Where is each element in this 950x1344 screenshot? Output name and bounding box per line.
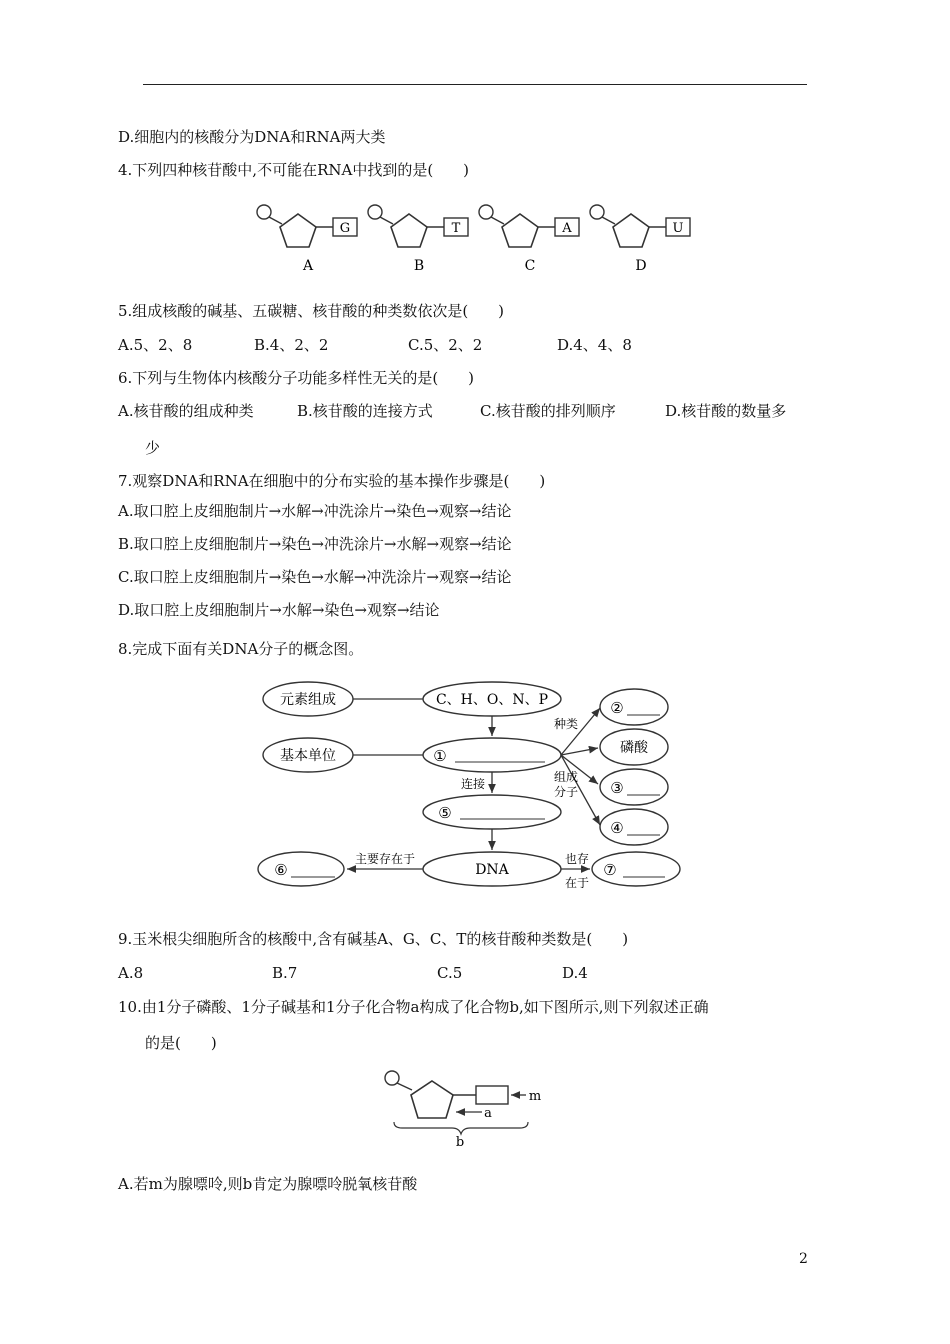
q7-option-a: A.取口腔上皮细胞制片→水解→冲洗涂片→染色→观察→结论 <box>118 502 512 520</box>
label-also-1: 也存 <box>564 852 590 866</box>
q5-option-a: A.5、2、8 <box>118 336 193 354</box>
question-6: 6.下列与生物体内核酸分子功能多样性无关的是( ) <box>118 369 475 387</box>
label-compose-2: 分子 <box>553 785 579 799</box>
q6-option-c: C.核苷酸的排列顺序 <box>480 402 616 420</box>
label-a: a <box>484 1106 492 1121</box>
question-9: 9.玉米根尖细胞所含的核酸中,含有碱基A、G、C、T的核苷酸种类数是( ) <box>118 930 629 948</box>
question-4: 4.下列四种核苷酸中,不可能在RNA中找到的是( ) <box>118 161 470 179</box>
base-letter: T <box>451 221 461 236</box>
nucleotide-figure-q4 <box>250 198 710 280</box>
q7-option-d: D.取口腔上皮细胞制片→水解→染色→观察→结论 <box>118 601 440 619</box>
q6-option-b: B.核苷酸的连接方式 <box>297 402 433 420</box>
base-letter: U <box>672 221 684 236</box>
q7-option-c: C.取口腔上皮细胞制片→染色→水解→冲洗涂片→观察→结论 <box>118 568 512 586</box>
node-6 <box>258 852 344 886</box>
nucleotide-a <box>257 205 357 274</box>
q9-option-c: C.5 <box>437 964 463 982</box>
label-kinds: 种类 <box>553 717 579 731</box>
label-mainly-in: 主要存在于 <box>354 852 416 866</box>
svg-text:④: ④ <box>610 819 624 837</box>
nucleotide-d <box>590 205 690 274</box>
q5-option-b: B.4、2、2 <box>254 336 329 354</box>
q9-option-a: A.8 <box>118 964 144 982</box>
q9-option-d: D.4 <box>562 964 588 982</box>
q5-option-c: C.5、2、2 <box>408 336 483 354</box>
nucleotide-label: A <box>302 258 314 274</box>
svg-text:C、H、O、N、P: C、H、O、N、P <box>435 692 549 708</box>
nucleotide-label: B <box>413 258 425 274</box>
label-connect: 连接 <box>460 777 486 791</box>
label-b: b <box>455 1135 465 1148</box>
svg-text:②: ② <box>610 699 624 717</box>
label-compose-1: 组成 <box>553 770 579 784</box>
svg-text:③: ③ <box>610 779 624 797</box>
question-5: 5.组成核酸的碱基、五碳糖、核苷酸的种类数依次是( ) <box>118 302 505 320</box>
svg-text:DNA: DNA <box>475 862 509 878</box>
svg-text:①: ① <box>433 747 447 765</box>
svg-text:⑦: ⑦ <box>603 861 617 879</box>
svg-text:磷酸: 磷酸 <box>620 740 648 756</box>
svg-text:基本单位: 基本单位 <box>280 748 336 764</box>
question-7: 7.观察DNA和RNA在细胞中的分布实验的基本操作步骤是( ) <box>118 472 546 490</box>
question-8: 8.完成下面有关DNA分子的概念图。 <box>118 640 364 658</box>
q10-option-a: A.若m为腺嘌呤,则b肯定为腺嘌呤脱氧核苷酸 <box>118 1175 418 1193</box>
option-d-q3: D.细胞内的核酸分为DNA和RNA两大类 <box>118 128 386 146</box>
svg-text:⑥: ⑥ <box>274 861 288 879</box>
label-also-2: 在于 <box>564 876 590 890</box>
svg-text:⑤: ⑤ <box>438 804 452 822</box>
nucleotide-figure-q10 <box>380 1066 550 1148</box>
page-number: 2 <box>799 1251 808 1267</box>
q6-option-a: A.核苷酸的组成种类 <box>118 402 254 420</box>
nucleotide-label: C <box>524 258 536 274</box>
nucleotide-b <box>368 205 468 274</box>
q7-option-b: B.取口腔上皮细胞制片→染色→冲洗涂片→水解→观察→结论 <box>118 535 512 553</box>
q6-option-d-wrap: 少 <box>145 439 161 457</box>
nucleotide-c <box>479 205 579 274</box>
base-letter: G <box>339 221 351 236</box>
dna-concept-map <box>255 680 685 898</box>
q9-option-b: B.7 <box>272 964 298 982</box>
base-letter: A <box>562 221 572 236</box>
q6-option-d: D.核苷酸的数量多 <box>665 402 787 420</box>
header-rule <box>143 84 807 85</box>
question-10-wrap: 的是( ) <box>145 1034 217 1052</box>
question-10: 10.由1分子磷酸、1分子碱基和1分子化合物a构成了化合物b,如下图所示,则下列叙述正确 <box>118 998 709 1016</box>
nucleotide-label: D <box>635 258 647 274</box>
label-m: m <box>528 1089 542 1104</box>
q5-option-d: D.4、4、8 <box>557 336 632 354</box>
svg-text:元素组成: 元素组成 <box>280 692 336 708</box>
